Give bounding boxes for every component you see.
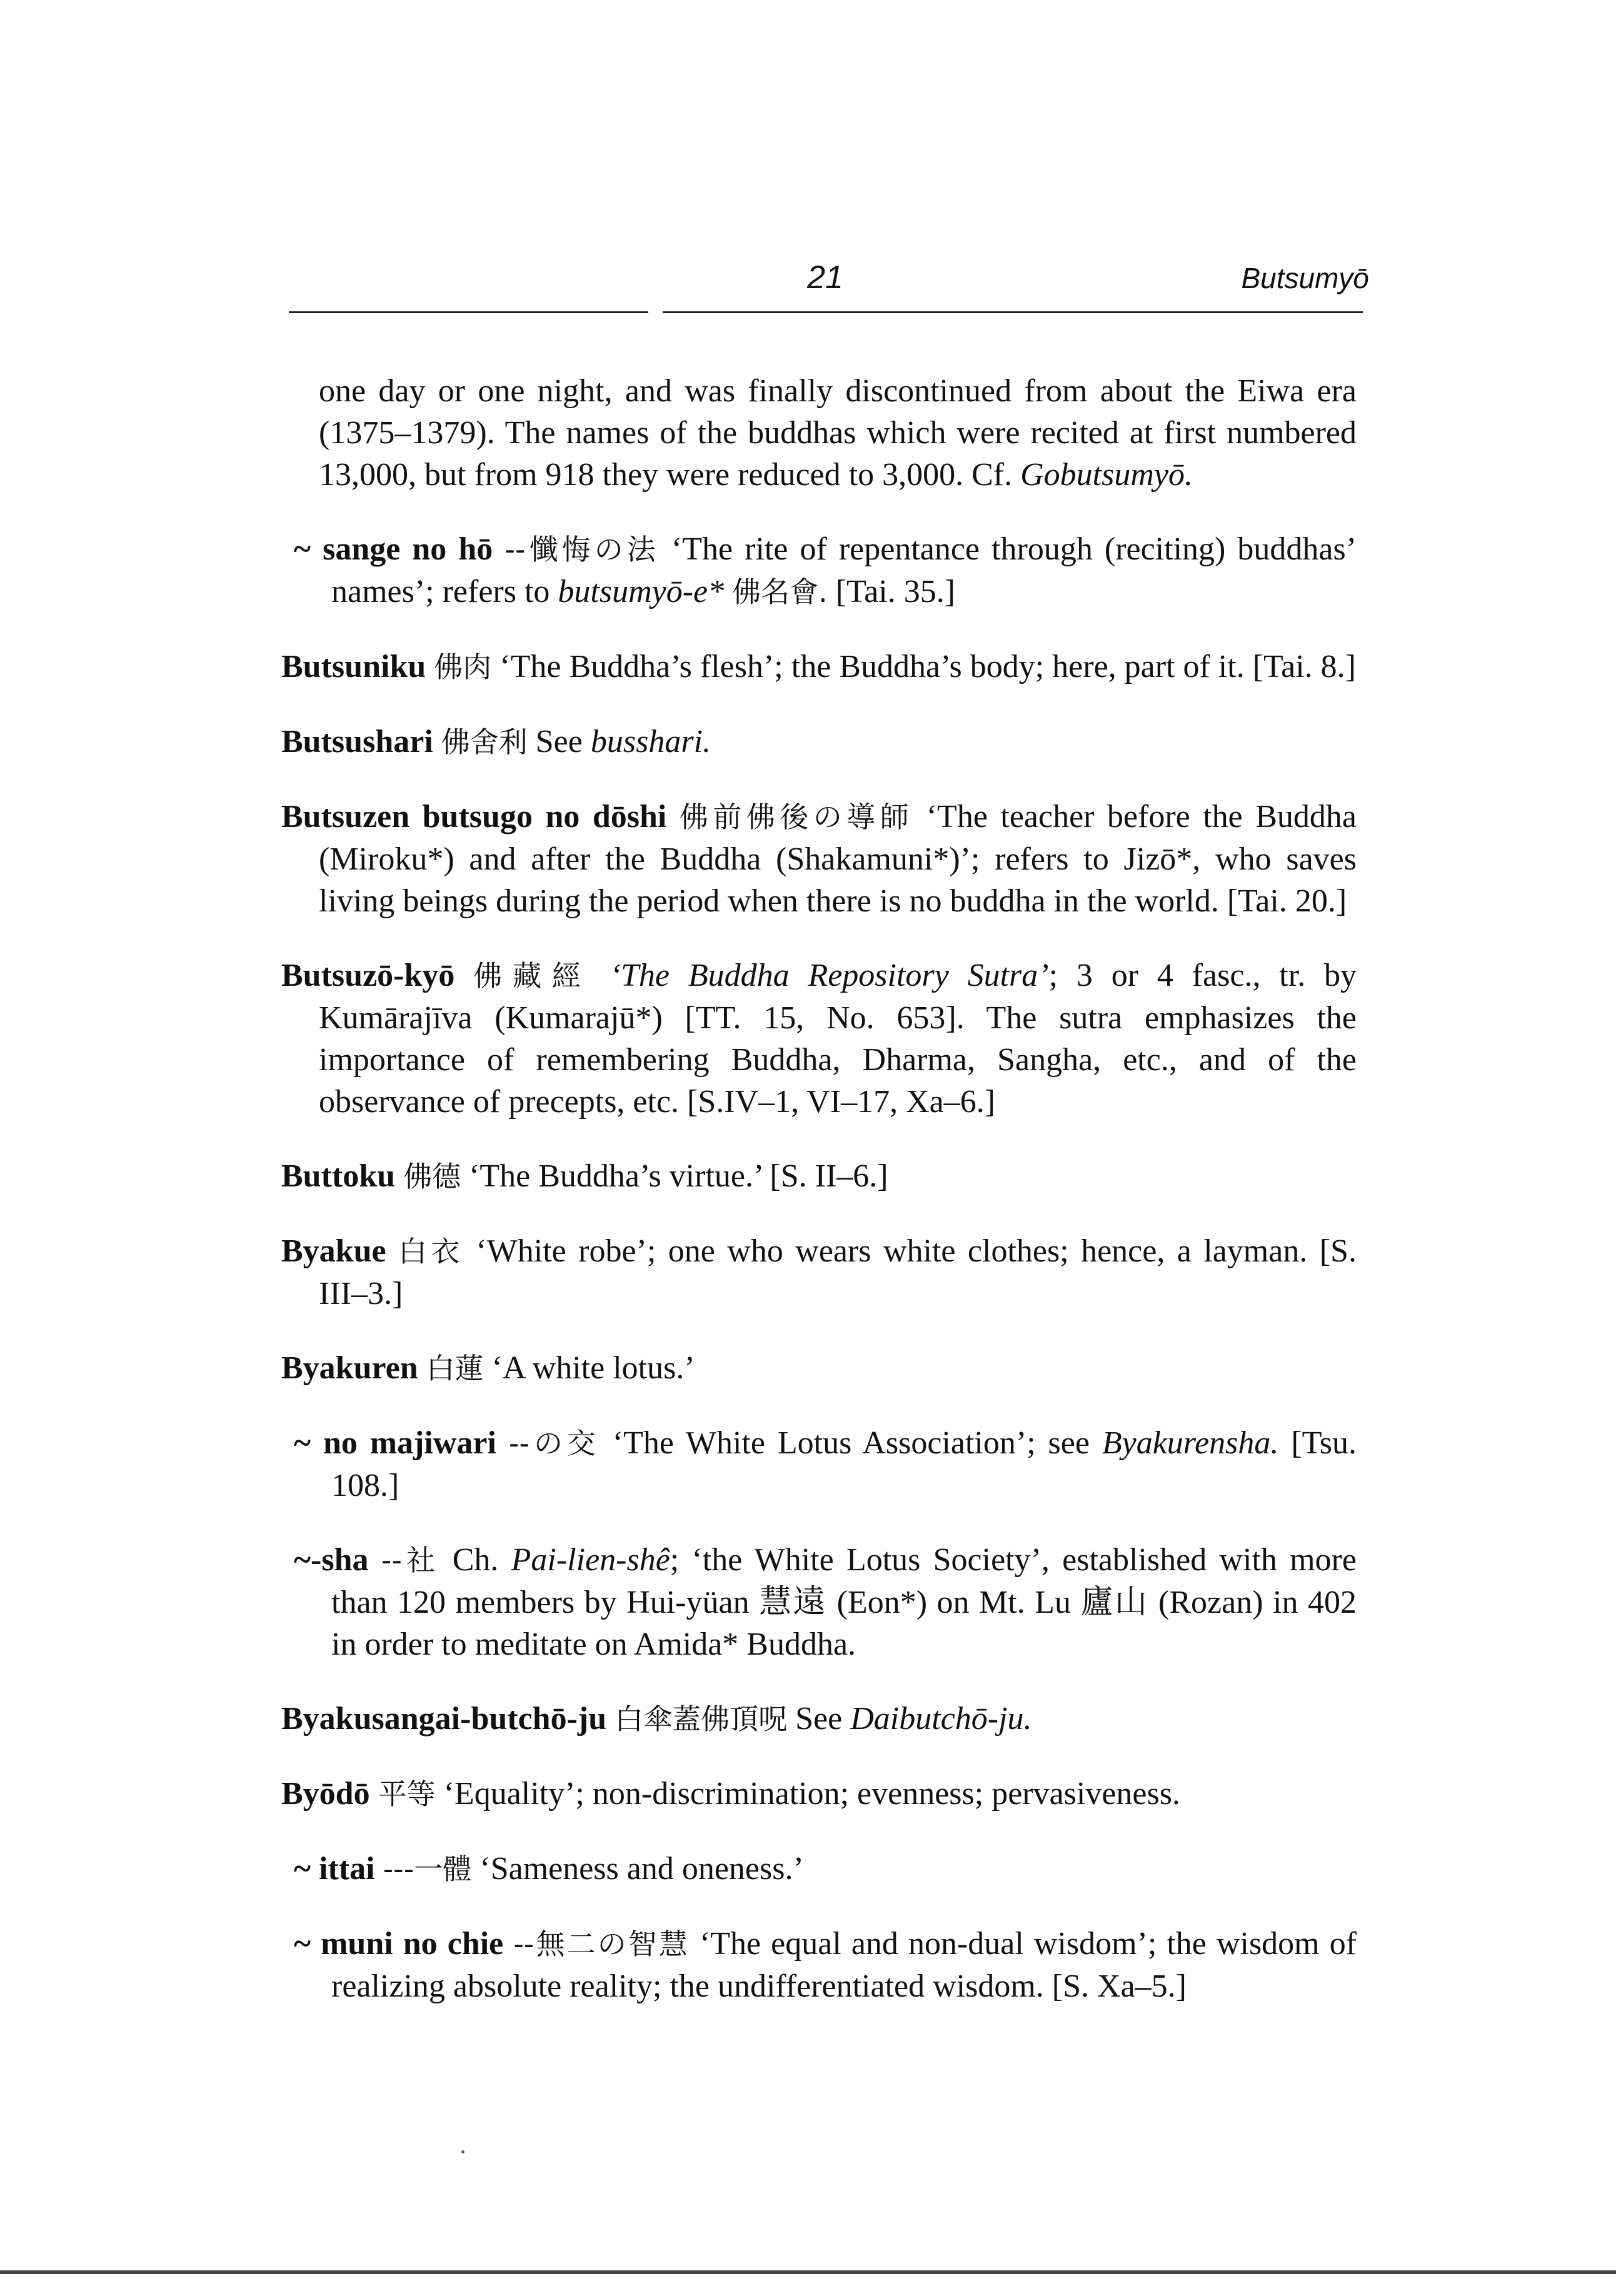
headword: Butsuzō-kyō bbox=[281, 958, 455, 993]
kanji: 白傘蓋佛頂呪 bbox=[615, 1702, 788, 1736]
header-rule-right bbox=[663, 311, 1363, 313]
sutra-title: ‘The Buddha Repository Sutra’ bbox=[610, 958, 1049, 993]
definition: ‘The Buddha’s flesh’; the Buddha’s body; here, part of it. [Tai. 8.] bbox=[499, 649, 1356, 684]
entry-sange-no-ho bbox=[281, 528, 1357, 613]
kanji: 白蓮 bbox=[426, 1351, 484, 1385]
kanji: --無二の智慧 bbox=[513, 1927, 690, 1961]
entry-buttoku bbox=[281, 1155, 1357, 1198]
entry-ittai bbox=[281, 1848, 1357, 1890]
definition: ‘The Buddha’s virtue.’ [S. II–6.] bbox=[469, 1158, 888, 1194]
definition: ‘The White Lotus Association’; see bbox=[612, 1425, 1090, 1461]
kanji: 佛藏經 bbox=[473, 959, 591, 993]
cross-reference: Byakurensha. bbox=[1102, 1425, 1279, 1461]
chinese-name: Pai-lien-shê bbox=[511, 1542, 670, 1578]
entry-butsuzen-butsugo-no-doshi bbox=[281, 796, 1357, 922]
continuation-paragraph bbox=[281, 370, 1357, 496]
running-head: Butsumyō bbox=[1241, 262, 1369, 294]
entry-byakusangai-butcho-ju bbox=[281, 1698, 1357, 1740]
kanji: 佛肉 bbox=[434, 650, 492, 684]
entry-sha bbox=[281, 1539, 1357, 1665]
headword: Byōdō bbox=[281, 1776, 370, 1812]
cross-reference: Daibutchō-ju. bbox=[850, 1701, 1032, 1737]
cf-reference: Gobutsumyō. bbox=[1020, 457, 1193, 493]
header-rule-left bbox=[289, 311, 648, 313]
headword: Buttoku bbox=[281, 1158, 396, 1194]
kanji: 佛前佛後の導師 bbox=[679, 800, 914, 834]
entry-muni-no-chie bbox=[281, 1923, 1357, 2007]
headword: Byakusangai-butchō-ju bbox=[281, 1701, 607, 1737]
kanji: 平等 bbox=[378, 1777, 436, 1811]
definition: ‘Sameness and oneness.’ bbox=[479, 1851, 804, 1887]
entry-butsuniku bbox=[281, 646, 1357, 688]
headword: ~ ittai bbox=[294, 1851, 375, 1887]
kanji: --の交 bbox=[508, 1426, 600, 1460]
kanji-secondary: 佛名會. bbox=[732, 575, 828, 609]
headword: ~-sha bbox=[294, 1542, 369, 1578]
definition: ‘White robe’; one who wears white clothes; hence, a layman. [S. III–3.] bbox=[319, 1233, 1357, 1311]
cf-label: Cf. bbox=[971, 457, 1013, 493]
cross-reference: busshari. bbox=[590, 724, 711, 759]
page-header bbox=[281, 250, 1369, 306]
headword: Byakue bbox=[281, 1233, 386, 1269]
headword: Butsuniku bbox=[281, 649, 426, 684]
headword: ~ sange no hō bbox=[294, 531, 493, 567]
definition: Ch. bbox=[452, 1542, 499, 1578]
entry-byakue bbox=[281, 1230, 1357, 1315]
entry-byakuren bbox=[281, 1347, 1357, 1390]
headword: Butsuzen butsugo no dōshi bbox=[281, 799, 667, 835]
scan-bottom-edge bbox=[0, 2270, 1616, 2274]
kanji: 佛舍利 bbox=[441, 725, 528, 759]
page-number: 21 bbox=[807, 259, 843, 296]
scan-speck bbox=[461, 2150, 464, 2153]
definition: ‘The rite of repentance through (reciting) buddhas’ names’; refers to bbox=[331, 531, 1357, 609]
headword: Butsushari bbox=[281, 724, 433, 759]
source-citation: [Tsu. 108.] bbox=[331, 1425, 1357, 1503]
kanji: --懺悔の法 bbox=[504, 533, 660, 566]
headword: Byakuren bbox=[281, 1350, 418, 1386]
entry-byodo bbox=[281, 1773, 1357, 1815]
definition: ‘The teacher before the Buddha (Miroku*) and after the Buddha (Shakamuni*)’; refers to Jizō*, who saves living beings during the period when there is no buddha in the world. [Tai. 20.] bbox=[319, 799, 1357, 919]
cross-reference: butsumyō-e* bbox=[558, 574, 725, 609]
kanji: --社 bbox=[381, 1543, 440, 1577]
entries-body bbox=[281, 338, 1357, 2017]
definition: ‘Equality’; non-discrimination; evenness; pervasiveness. bbox=[443, 1776, 1180, 1812]
kanji: ---一體 bbox=[383, 1852, 472, 1886]
definition: See bbox=[795, 1701, 843, 1737]
headword: ~ muni no chie bbox=[294, 1926, 504, 1962]
entry-butsushari bbox=[281, 721, 1357, 763]
definition-rest: ; ‘the White Lotus Society’, established with more than 120 members by Hui-yüan 慧遠 (Eon*) on Mt. Lu 廬山 (Rozan) in 402 in order to meditate on Amida* Buddha. bbox=[331, 1542, 1357, 1662]
headword: ~ no majiwari bbox=[294, 1425, 496, 1461]
continuation-text: one day or one night, and was finally discontinued from about the Eiwa era (1375–1379). The names of the buddhas which were recited at first numbered 13,000, but from 918 they were reduced to 3,000. bbox=[319, 373, 1357, 493]
definition: ; 3 or 4 fasc., tr. by Kumārajīva (Kumarajū*) [TT. 15, No. 653]. The sutra emphasizes the importance of remembering Buddha, Dharma, Sangha, etc., and of the observance of precepts, etc. [S.IV–1, VI–17, Xa–6.] bbox=[319, 958, 1357, 1120]
kanji: 白衣 bbox=[398, 1235, 464, 1268]
entry-butsuzo-kyo bbox=[281, 955, 1357, 1123]
source-citation: [Tai. 35.] bbox=[835, 574, 956, 609]
definition: See bbox=[535, 724, 583, 759]
definition: ‘The equal and non-dual wisdom’; the wisdom of realizing absolute reality; the undifferentiated wisdom. [S. Xa–5.] bbox=[331, 1926, 1357, 2004]
definition: ‘A white lotus.’ bbox=[491, 1350, 695, 1386]
entry-no-majiwari bbox=[281, 1422, 1357, 1506]
kanji: 佛德 bbox=[403, 1160, 461, 1193]
